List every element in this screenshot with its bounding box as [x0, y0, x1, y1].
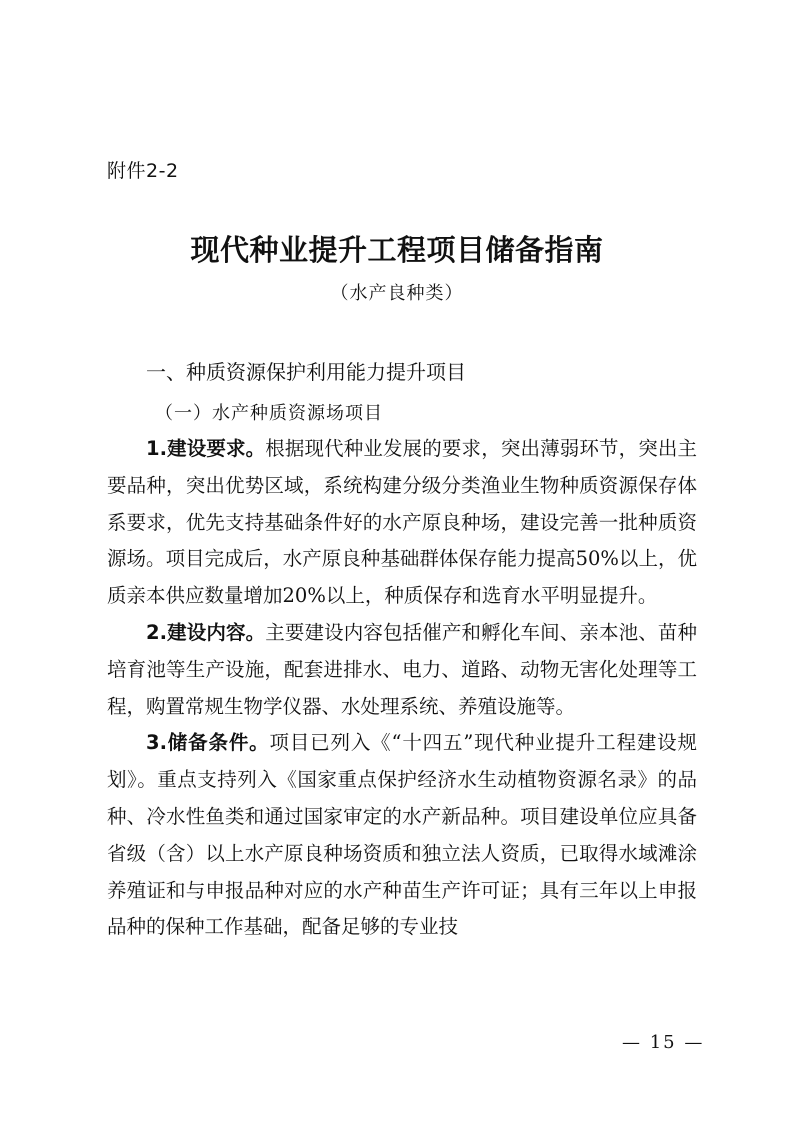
document-subtitle: （水产良种类）: [330, 283, 464, 304]
section-heading: 一、种质资源保护利用能力提升项目: [146, 360, 466, 384]
paragraph-label: 1.建设要求。: [146, 437, 266, 460]
document-body: [107, 431, 697, 946]
subsection-heading: （一）水产种质资源场项目: [155, 403, 383, 424]
page-number: — 15 —: [622, 1032, 705, 1053]
paragraph-label: 2.建设内容。: [146, 620, 266, 644]
paragraph-construction-content: [107, 615, 697, 725]
paragraph-text: 根据现代种业发展的要求，突出薄弱环节，突出主要品种，突出优势区域，系统构建分级分类渔业生物种质资源保存体系要求，优先支持基础条件好的水产原良种场，建设完善一批种质资源场。项目完成后，水产原良种基础群体保存能力提高50%以上，优质亲本供应数量增加20%以上，种质保存和选育水平明显提升。: [107, 437, 697, 608]
paragraph-text: 项目已列入《“十四五”现代种业提升工程建设规划》。重点支持列入《国家重点保护经济水生动植物资源名录》的品种、冷水性鱼类和通过国家审定的水产新品种。项目建设单位应具备省级（含）以上水产原良种场资质和独立法人资质，已取得水域滩涂养殖证和与申报品种对应的水产种苗生产许可证；具有三年以上申报品种的保种工作基础，配备足够的专业技: [107, 731, 697, 939]
paragraph-label: 3.储备条件。: [146, 731, 270, 755]
document-title: 现代种业提升工程项目储备指南: [190, 233, 604, 267]
paragraph-reserve-conditions: [107, 725, 697, 946]
attachment-label: 附件2-2: [107, 160, 179, 182]
paragraph-text: 主要建设内容包括催产和孵化车间、亲本池、苗种培育池等生产设施，配套进排水、电力、道路、动物无害化处理等工程，购置常规生物学仪器、水处理系统、养殖设施等。: [107, 620, 697, 718]
paragraph-construction-requirements: [107, 431, 697, 615]
